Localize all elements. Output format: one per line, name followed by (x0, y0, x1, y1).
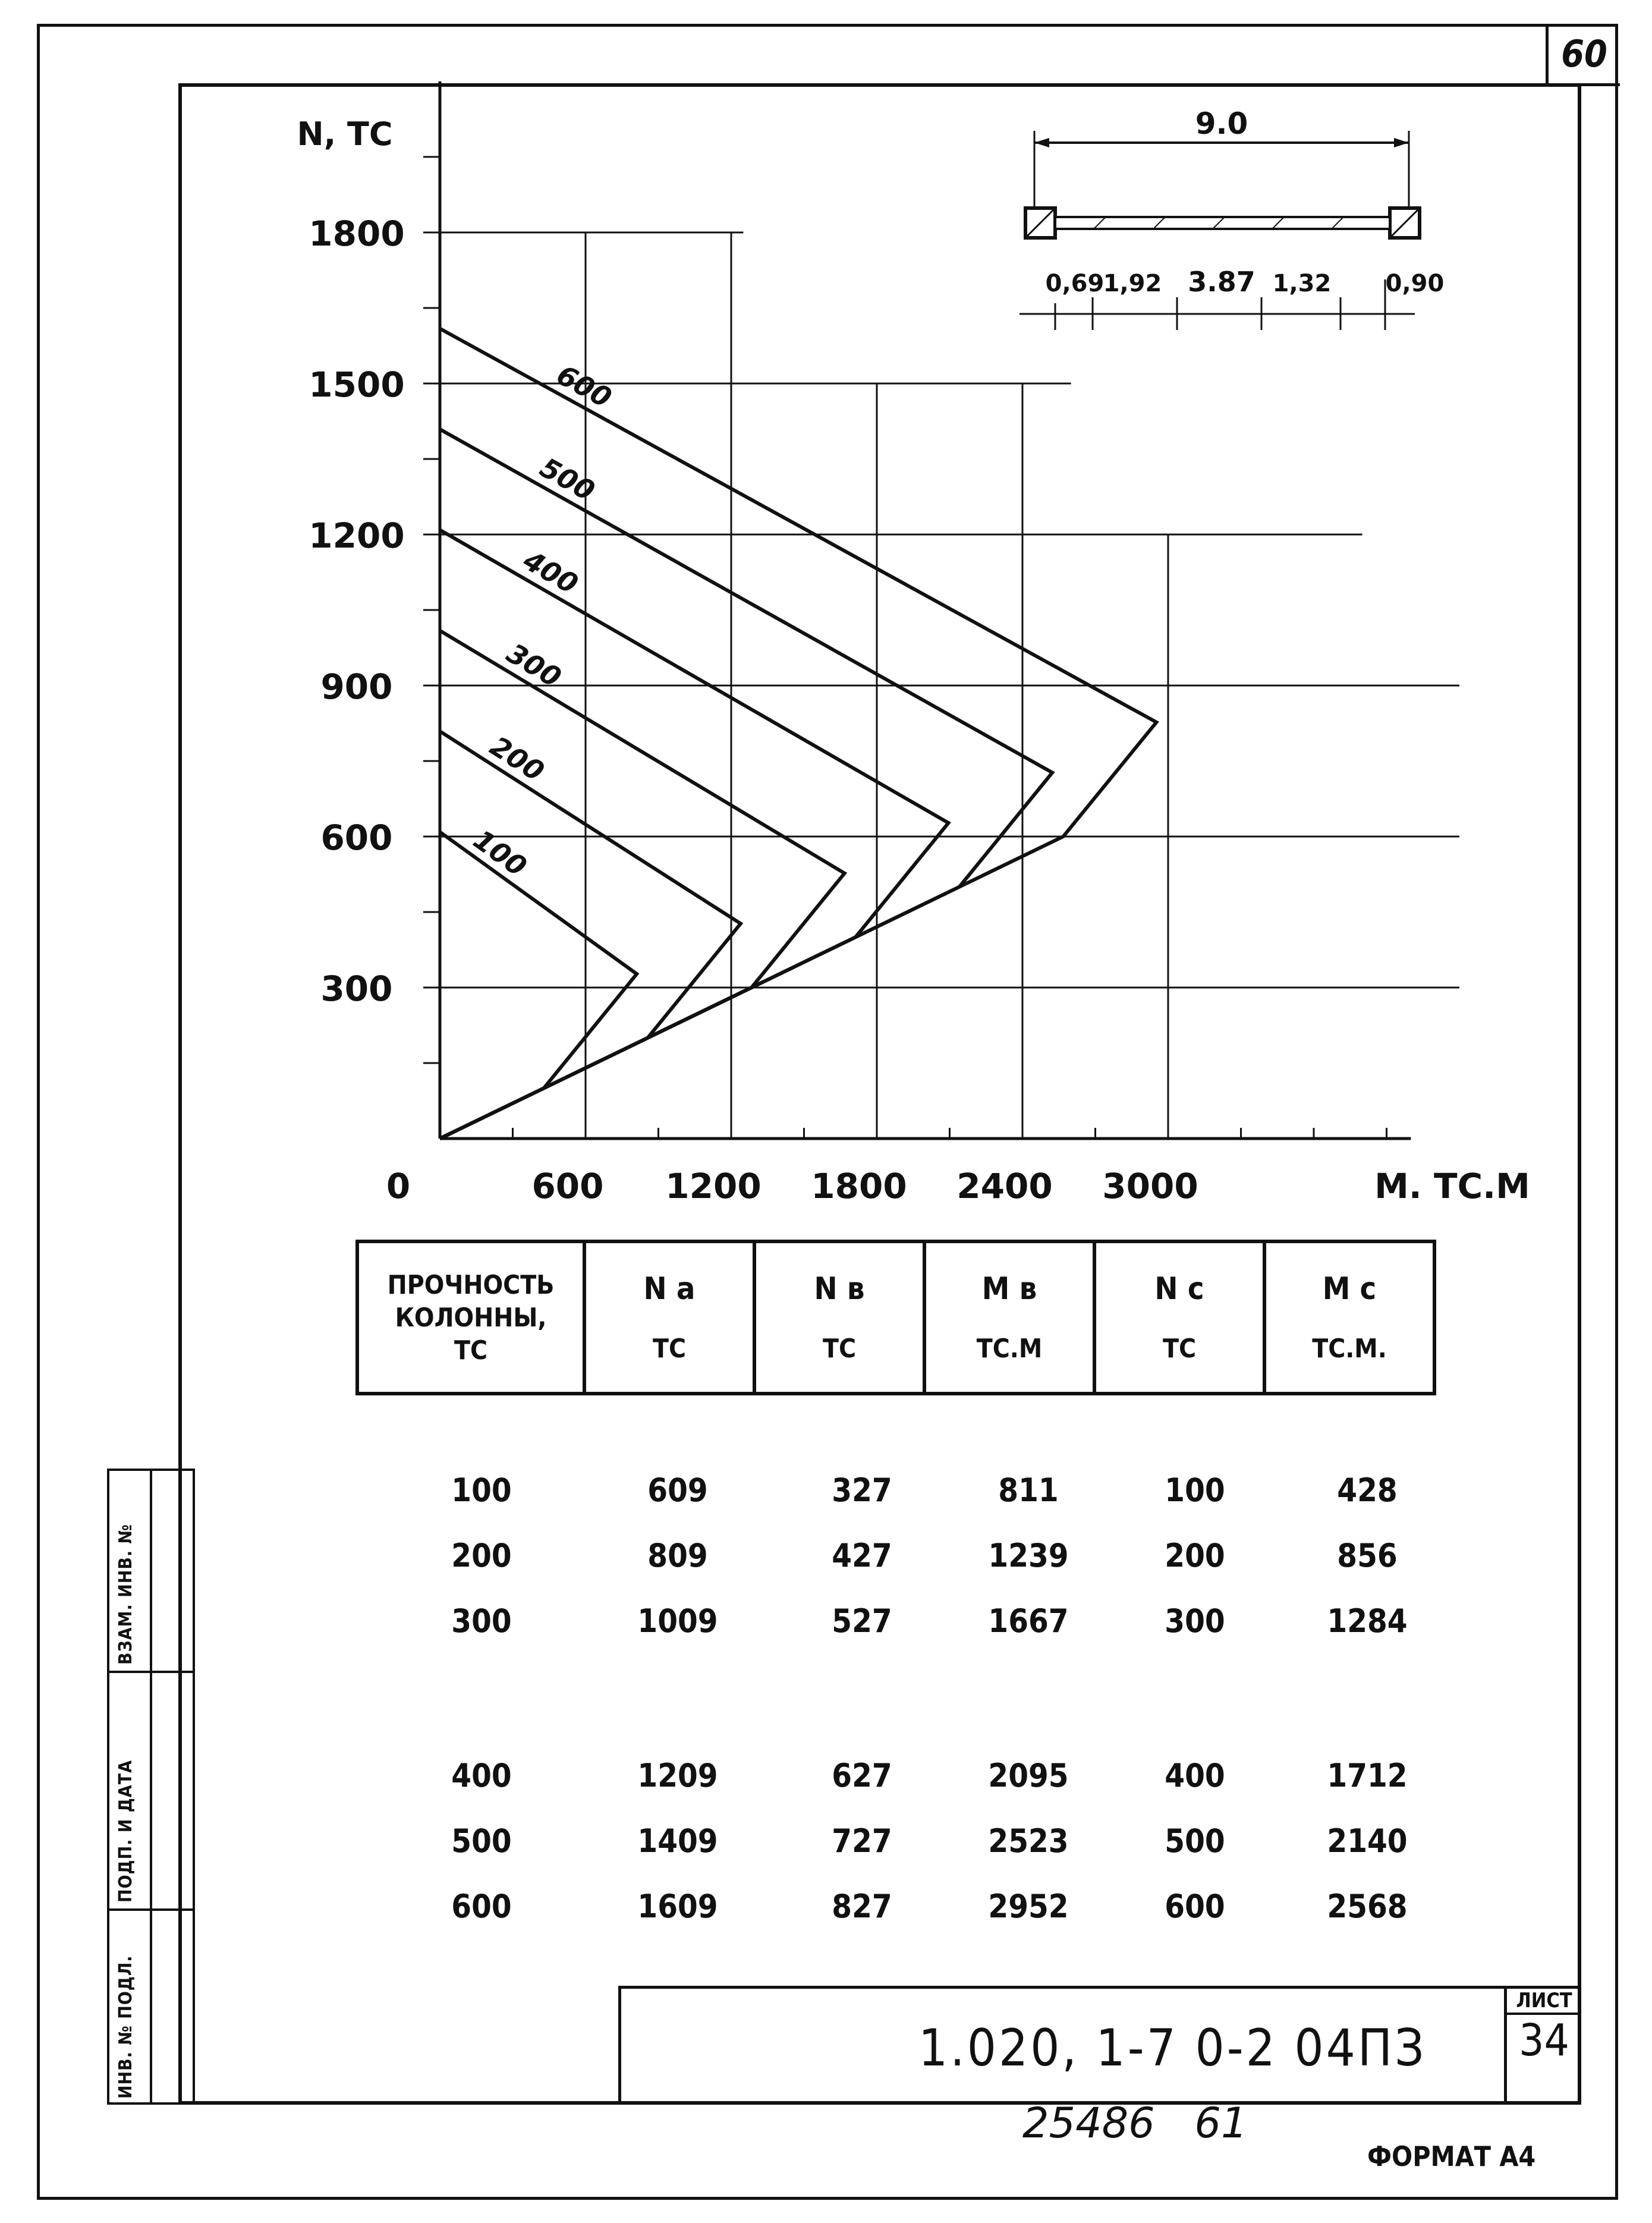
sheet-box (1504, 1986, 1581, 2105)
series-label-600: 600 (551, 358, 617, 414)
table-cell: 1009 (637, 1602, 718, 1640)
document-code: 1.020, 1-7 0-2 04ПЗ (918, 2018, 1427, 2078)
table-cell: 2140 (1327, 1822, 1408, 1860)
table-cell: 200 (451, 1537, 512, 1574)
table-cell: 200 (1165, 1537, 1225, 1574)
y-tick-label: 1500 (309, 364, 405, 405)
table-cell: 600 (451, 1888, 512, 1925)
x-tick-label: 1800 (811, 1166, 907, 1206)
table-cell: 627 (832, 1757, 892, 1794)
sheet-label: ЛИСТ (1507, 1989, 1581, 2015)
series-label-200: 200 (484, 730, 550, 788)
series-line-200 (440, 731, 741, 1139)
side-label-inv: ИНВ. № ПОДЛ. (115, 1955, 136, 2099)
table-cell: 1409 (637, 1822, 718, 1860)
span-label: 9.0 (1195, 106, 1248, 141)
handwritten-number: 25486 61 (1022, 2099, 1248, 2147)
segment-label-1: 0,69 (1045, 270, 1105, 297)
side-label-podp: ПОДП. И ДАТА (115, 1759, 136, 1903)
table-cell: 400 (451, 1757, 512, 1794)
title-block (618, 1986, 1504, 2105)
table-cell: 100 (451, 1471, 512, 1509)
y-tick-label: 300 (320, 968, 393, 1009)
table-cell: 1712 (1327, 1757, 1408, 1794)
series-label-100: 100 (467, 823, 533, 883)
table-cell: 727 (832, 1822, 892, 1860)
table-cell: 1667 (988, 1602, 1069, 1640)
y-tick-label: 600 (320, 817, 393, 858)
origin-label: 0 (386, 1166, 411, 1206)
header-na: N a ТС (584, 1241, 754, 1394)
sheet-number-top: 60 (1546, 24, 1620, 86)
x-tick-label: 3000 (1102, 1166, 1198, 1206)
table-cell: 2095 (988, 1757, 1069, 1794)
segment-label-4: 1,32 (1272, 270, 1332, 297)
series-label-400: 400 (518, 543, 584, 600)
series-label-300: 300 (501, 637, 567, 694)
series-label-500: 500 (534, 451, 600, 507)
segment-label-3: 3.87 (1188, 266, 1255, 298)
table-cell: 2523 (988, 1822, 1069, 1860)
sheet-number: 34 (1519, 2015, 1569, 2066)
table-cell: 600 (1165, 1888, 1225, 1925)
table-cell: 1239 (988, 1537, 1069, 1574)
table-cell: 400 (1165, 1757, 1225, 1794)
header-nb: N в ТС (754, 1241, 924, 1394)
table-cell: 1209 (637, 1757, 718, 1794)
y-axis-label: N, ТС (297, 115, 393, 153)
table-cell: 1609 (637, 1888, 718, 1925)
x-tick-label: 2400 (956, 1166, 1053, 1206)
table-cell: 809 (647, 1537, 708, 1574)
table-cell: 100 (1165, 1471, 1225, 1509)
table-cell: 500 (451, 1822, 512, 1860)
table-cell: 609 (647, 1471, 708, 1509)
side-label-vzam: ВЗАМ. ИНВ. № (115, 1524, 136, 1665)
x-tick-label: 600 (531, 1166, 604, 1206)
y-tick-label: 900 (320, 666, 393, 707)
header-mb: M в ТС.М (924, 1241, 1094, 1394)
segment-label-5: 0,90 (1385, 270, 1445, 297)
series-line-300 (440, 631, 845, 1139)
y-tick-label: 1800 (309, 213, 405, 254)
table-cell: 2952 (988, 1888, 1069, 1925)
table-cell: 300 (1165, 1602, 1225, 1640)
series-line-600 (440, 329, 1156, 1139)
side-strip-divider (150, 1469, 152, 2105)
y-tick-label: 1200 (309, 515, 405, 556)
header-nc: N c ТС (1094, 1241, 1264, 1394)
table-cell: 527 (832, 1602, 892, 1640)
x-tick-label: 1200 (665, 1166, 762, 1206)
segment-label-2: 1,92 (1103, 270, 1162, 297)
format-label: ФОРМАТ А4 (1367, 2140, 1536, 2172)
table-cell: 811 (998, 1471, 1059, 1509)
table-cell: 427 (832, 1537, 892, 1574)
table-cell: 500 (1165, 1822, 1225, 1860)
table-cell: 827 (832, 1888, 892, 1925)
table-cell: 428 (1337, 1471, 1398, 1509)
table-cell: 1284 (1327, 1602, 1408, 1640)
table-cell: 300 (451, 1602, 512, 1640)
beam-sketch (1005, 101, 1456, 351)
series-line-400 (440, 530, 948, 1139)
table-cell: 327 (832, 1471, 892, 1509)
header-strength: ПРОЧНОСТЬ КОЛОННЫ, ТС (357, 1241, 584, 1394)
table-cell: 2568 (1327, 1888, 1408, 1925)
x-axis-label: M. TC.M (1374, 1166, 1530, 1206)
results-table-header (355, 1240, 1436, 1395)
table-cell: 856 (1337, 1537, 1398, 1574)
header-mc: M c ТС.М. (1264, 1241, 1434, 1394)
